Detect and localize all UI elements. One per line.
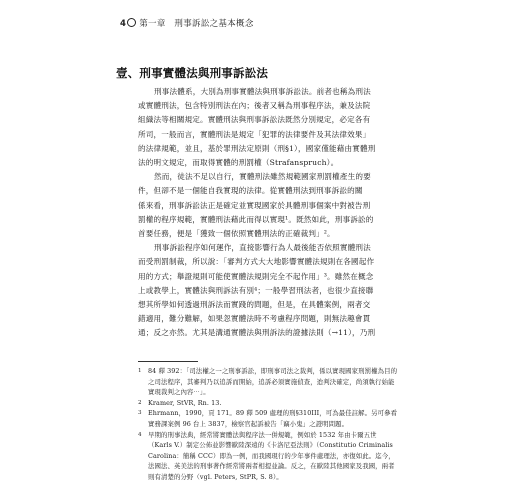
footnote-number: 2 [138, 399, 142, 406]
footnote-number: 3 [138, 410, 142, 417]
text-line: 上或教學上，實體法與刑訴法有別⁴；一般學習刑法者，也很少直接聯 [138, 285, 374, 295]
text-line: 或實體刑法，包含特別刑法在內；後者又稱為刑事程序法，兼及法院 [138, 101, 371, 111]
text-line: 然而，徒法不足以自行，實體刑法雖然規範國家刑罰權產生的要 [154, 172, 371, 182]
text-line: 首要任務，便是「獲致一個依照實體刑法的正確裁判」²。 [138, 229, 335, 239]
paragraph [138, 241, 406, 340]
text-line: 件，但卻不是一個能自我實現的法律。從實體刑法到刑事訴訟的關 [138, 186, 363, 196]
paragraph [138, 85, 406, 170]
footnote-text: Kramer, StVR, Rn. 13. [148, 398, 222, 407]
circle-ornament-icon [127, 18, 136, 27]
body-text [138, 85, 406, 341]
text-line: 所司，一般而言，實體刑法是規定「犯罪的法律要件及其法律效果」 [138, 129, 371, 139]
text-line: 刑事訴訟程序如何運作，直接影響行為人最後能否依照實體刑法 [154, 243, 371, 253]
text-line: 刑事法體系，大別為刑事實體法與刑事訴訟法。前者也稱為刑法 [154, 87, 371, 96]
text-line: 法的明文規定，而取得實體的刑罰權（Strafanspruch）。 [138, 158, 339, 168]
section-title: 壹、刑事實體法與刑事訴訟法 [116, 66, 269, 80]
paragraph [138, 170, 406, 241]
page-number: 4 [120, 19, 127, 29]
text-line: 錯適用，難分難解，如果忽實體法時不考慮程序問題，則無法趣會貫 [138, 314, 371, 324]
text-line: 而受刑罰制裁，所以說：「審判方式大大地影響實體法規則在各國起作 [138, 257, 375, 267]
footnote [138, 430, 400, 483]
text-line: 通；反之亦然。尤其是溝通實體法與刑訴法的證據法則（→11），乃刑 [138, 328, 376, 338]
footnote [138, 366, 400, 398]
running-header-text: 第一章 刑事訴訟之基本概念 [139, 19, 254, 29]
text-line: 係來看，刑事訴訟法正是確定並實現國家於具體刑事個案中對被告刑 [138, 200, 371, 210]
running-header [120, 17, 254, 29]
footnote-number: 4 [138, 431, 142, 438]
footnote [138, 398, 400, 409]
footnote-number: 1 [138, 368, 142, 374]
text-line: 想其所學如何透過刑訴法而實踐的問題，但是，在具體案例，兩者交 [138, 300, 371, 310]
text-line: 組織法等相關規定。實體刑法與刑事訴訟法既然分別規定，必定各有 [138, 115, 371, 125]
text-line: 罰權的程序規範，實體刑法藉此而得以實現¹。既然如此，刑事訴訟的 [138, 214, 374, 224]
text-line: 的法律規範，並且，基於罪刑法定原則（刑§1），國家僅能藉由實體刑 [138, 143, 376, 153]
footnote-text: 84 釋 392：「司法權之一之刑事訴訟，即刑事司法之裁判，係以實現國家刑罰權為目的之司法程序，其審判乃以追訴而開始，追訴必須實施偵查，迨判決確定，尚須執行始能實現裁判之內容⋯」。 [148, 367, 398, 397]
footnote [138, 408, 400, 429]
footnotes [138, 366, 400, 483]
footnote-text: Ehrmann，1990，頁 171。89 釋 509 處理的刑§310III，可為最佳註解。另可參看實務課案例 96 台上 3837，檢察官起訴被告「竊小鬼」之證明問題。 [148, 409, 398, 428]
footnote-text: 早期的刑事法典，經常將實體法與程序法一併規範，例如於 1532 年由卡爾五世（Karls V.）制定公佈並影響歐陸深遠的《卡洛尼亞法則》（Constitutio Criminalis Carolina：簡稱 CCC）即為一例，而我國現行的少年事件處理法，亦復如此。迄今，法國法、英美法的刑事著作經常將兩者相提並論。反之，在歐陸其他國家及我國，兩者則有清楚的分野（vgl. Peters, StPR, S. 8）。 [148, 430, 395, 481]
text-line: 用的方式；舉證規則可能使實體法規則完全不起作用」³。雖然在概念 [138, 271, 374, 281]
footnote-separator [138, 361, 198, 362]
